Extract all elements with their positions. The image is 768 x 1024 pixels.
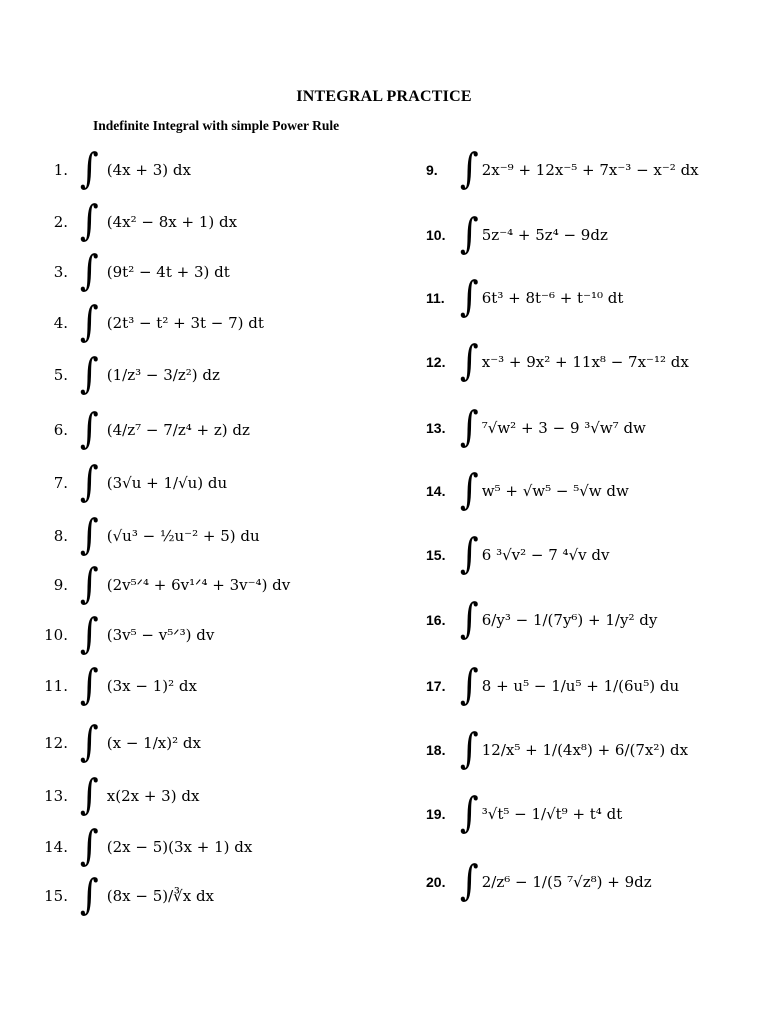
problem-expression: 6/y³ − 1/(7y⁶) + 1/y² dy — [481, 610, 658, 629]
problem-number: 11. — [426, 290, 445, 306]
right-problem — [426, 337, 689, 385]
problem-expression: (4x² − 8x + 1) dx — [106, 212, 238, 231]
problem-expression: x(2x + 3) dx — [106, 786, 200, 805]
problem-expression: (2v⁵ᐟ⁴ + 6v¹ᐟ⁴ + 3v⁻⁴) dv — [106, 575, 291, 594]
right-problem — [426, 661, 680, 709]
problem-number: 4. — [53, 314, 68, 332]
left-problem — [28, 771, 200, 819]
integral-sign: ∫ — [80, 610, 99, 658]
problem-number: 10. — [426, 227, 446, 243]
problem-number: 13. — [426, 420, 446, 436]
left-problem — [28, 247, 230, 295]
integral-sign: ∫ — [80, 661, 99, 709]
left-problem — [28, 871, 215, 919]
problem-number: 15. — [426, 547, 446, 563]
problem-number: 12. — [426, 354, 446, 370]
problem-expression: 5z⁻⁴ + 5z⁴ − 9dz — [481, 225, 608, 244]
integral-sign: ∫ — [80, 560, 99, 608]
integral-sign: ∫ — [80, 405, 99, 453]
problem-expression: x⁻³ + 9x² + 11x⁸ − 7x⁻¹² dx — [481, 352, 689, 371]
left-problem — [28, 560, 291, 608]
problem-number: 1. — [53, 161, 68, 179]
integral-sign: ∫ — [80, 771, 99, 819]
integral-sign: ∫ — [460, 210, 479, 258]
problem-expression: 8 + u⁵ − 1/u⁵ + 1/(6u⁵) du — [481, 676, 680, 695]
problem-expression: 6 ³√v² − 7 ⁴√v dv — [481, 545, 610, 564]
left-problem — [28, 405, 250, 453]
integral-sign: ∫ — [80, 871, 99, 919]
right-problem — [426, 725, 689, 773]
problem-expression: 2x⁻⁹ + 12x⁻⁵ + 7x⁻³ − x⁻² dx — [481, 160, 699, 179]
problem-number: 5. — [53, 366, 68, 384]
problem-number: 19. — [426, 806, 446, 822]
integral-sign: ∫ — [460, 145, 479, 193]
integral-sign: ∫ — [460, 530, 479, 578]
problem-number: 10. — [44, 626, 68, 644]
problem-number: 9. — [53, 576, 68, 594]
left-problem — [28, 197, 238, 245]
problem-number: 13. — [44, 787, 68, 805]
right-problem — [426, 466, 629, 514]
problem-number: 15. — [44, 887, 68, 905]
left-problem — [28, 822, 253, 870]
integral-sign: ∫ — [80, 247, 99, 295]
problem-expression: ³√t⁵ − 1/√t⁹ + t⁴ dt — [481, 804, 623, 823]
right-problem — [426, 273, 624, 321]
right-problem — [426, 595, 658, 643]
right-problem — [426, 530, 610, 578]
problem-expression: (√u³ − ½u⁻² + 5) du — [106, 526, 260, 545]
integral-sign: ∫ — [460, 403, 479, 451]
problem-expression: ⁷√w² + 3 − 9 ³√w⁷ dw — [481, 418, 646, 437]
problem-number: 18. — [426, 742, 446, 758]
right-problem — [426, 145, 699, 193]
problem-expression: (3√u + 1/√u) du — [106, 473, 228, 492]
left-problem — [28, 511, 260, 559]
problem-number: 2. — [53, 213, 68, 231]
problem-expression: (4x + 3) dx — [106, 160, 191, 179]
integral-sign: ∫ — [80, 145, 99, 193]
integral-sign: ∫ — [80, 197, 99, 245]
integral-sign: ∫ — [80, 350, 99, 398]
problem-expression: (3x − 1)² dx — [106, 676, 197, 695]
integral-sign: ∫ — [460, 337, 479, 385]
left-problem — [28, 661, 197, 709]
problem-number: 8. — [53, 527, 68, 545]
integral-sign: ∫ — [80, 822, 99, 870]
right-problem — [426, 857, 652, 905]
problem-expression: (3v⁵ − v⁵ᐟ³) dv — [106, 625, 215, 644]
integral-sign: ∫ — [460, 725, 479, 773]
problem-number: 20. — [426, 874, 446, 890]
page-title: INTEGRAL PRACTICE — [296, 88, 472, 105]
problem-expression: (1/z³ − 3/z²) dz — [106, 365, 220, 384]
problem-number: 9. — [426, 162, 438, 178]
integral-sign: ∫ — [460, 273, 479, 321]
problem-expression: (9t² − 4t + 3) dt — [106, 262, 230, 281]
left-problem — [28, 350, 220, 398]
problem-number: 3. — [53, 263, 68, 281]
right-problem — [426, 210, 608, 258]
problem-number: 16. — [426, 612, 446, 628]
integral-sign: ∫ — [460, 466, 479, 514]
problem-expression: (2x − 5)(3x + 1) dx — [106, 837, 253, 856]
problem-expression: (x − 1/x)² dx — [106, 733, 201, 752]
problem-expression: 12/x⁵ + 1/(4x⁸) + 6/(7x²) dx — [481, 740, 689, 759]
problem-expression: 6t³ + 8t⁻⁶ + t⁻¹⁰ dt — [481, 288, 624, 307]
problem-number: 6. — [53, 421, 68, 439]
integral-sign: ∫ — [460, 857, 479, 905]
problem-number: 7. — [53, 474, 68, 492]
section-subtitle: Indefinite Integral with simple Power Rule — [93, 118, 340, 133]
left-problem — [28, 718, 201, 766]
problem-number: 14. — [44, 838, 68, 856]
problem-expression: (2t³ − t² + 3t − 7) dt — [106, 313, 264, 332]
right-problem — [426, 403, 646, 451]
integral-sign: ∫ — [460, 595, 479, 643]
left-problem — [28, 145, 191, 193]
problem-expression: (8x − 5)/∛x dx — [106, 886, 215, 905]
problem-number: 17. — [426, 678, 446, 694]
integral-sign: ∫ — [80, 718, 99, 766]
left-problem — [28, 298, 264, 346]
integral-sign: ∫ — [80, 298, 99, 346]
left-problem — [28, 458, 228, 506]
problem-number: 11. — [44, 677, 68, 695]
integral-sign: ∫ — [460, 661, 479, 709]
integral-sign: ∫ — [460, 789, 479, 837]
problem-expression: 2/z⁶ − 1/(5 ⁷√z⁸) + 9dz — [481, 872, 652, 891]
left-problem — [28, 610, 215, 658]
problem-expression: w⁵ + √w⁵ − ⁵√w dw — [481, 481, 629, 500]
problem-number: 14. — [426, 483, 446, 499]
integral-sign: ∫ — [80, 458, 99, 506]
integral-sign: ∫ — [80, 511, 99, 559]
right-problem — [426, 789, 623, 837]
problem-expression: (4/z⁷ − 7/z⁴ + z) dz — [106, 420, 250, 439]
problem-number: 12. — [44, 734, 68, 752]
